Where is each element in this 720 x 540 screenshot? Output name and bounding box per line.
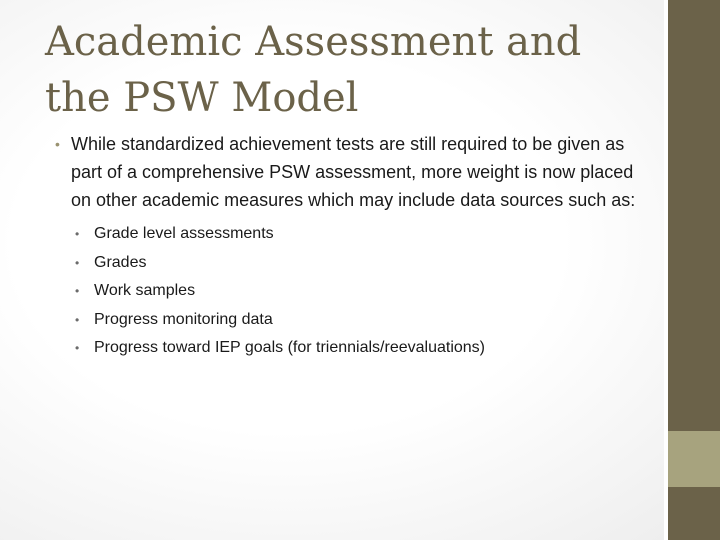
- sub-bullet-marker: •: [75, 284, 80, 298]
- sub-bullet-text: Work samples: [94, 282, 196, 299]
- slide-body: [55, 130, 655, 363]
- sub-bullet-text: Progress toward IEP goals (for triennials/reevaluations): [94, 339, 485, 356]
- sub-bullet-item: [55, 306, 655, 335]
- sub-bullet-text: Grade level assessments: [94, 225, 274, 242]
- main-bullet: [55, 130, 655, 214]
- sub-bullet-item: [55, 220, 655, 249]
- sidebar-accent-block: [668, 431, 720, 487]
- sub-bullet-marker: •: [75, 341, 80, 355]
- bullet-marker: •: [55, 136, 60, 152]
- sub-bullet-item: [55, 249, 655, 278]
- sub-bullet-marker: •: [75, 312, 80, 327]
- sub-bullet-item: [55, 277, 655, 306]
- slide-title: Academic Assessment and the PSW Model: [45, 19, 582, 121]
- main-bullet-text: While standardized achievement tests are still required to be given as part of a comprehensive PSW assessment, more weight is now placed on other academic measures which may include data sources such as:: [71, 134, 636, 210]
- sub-bullet-text: Grades: [94, 253, 147, 271]
- sub-bullet-text: Progress monitoring data: [94, 310, 273, 328]
- sub-bullet-marker: •: [75, 227, 80, 241]
- sub-bullet-item: [55, 334, 655, 363]
- sub-bullet-list: [55, 220, 655, 363]
- sub-bullet-marker: •: [75, 255, 80, 270]
